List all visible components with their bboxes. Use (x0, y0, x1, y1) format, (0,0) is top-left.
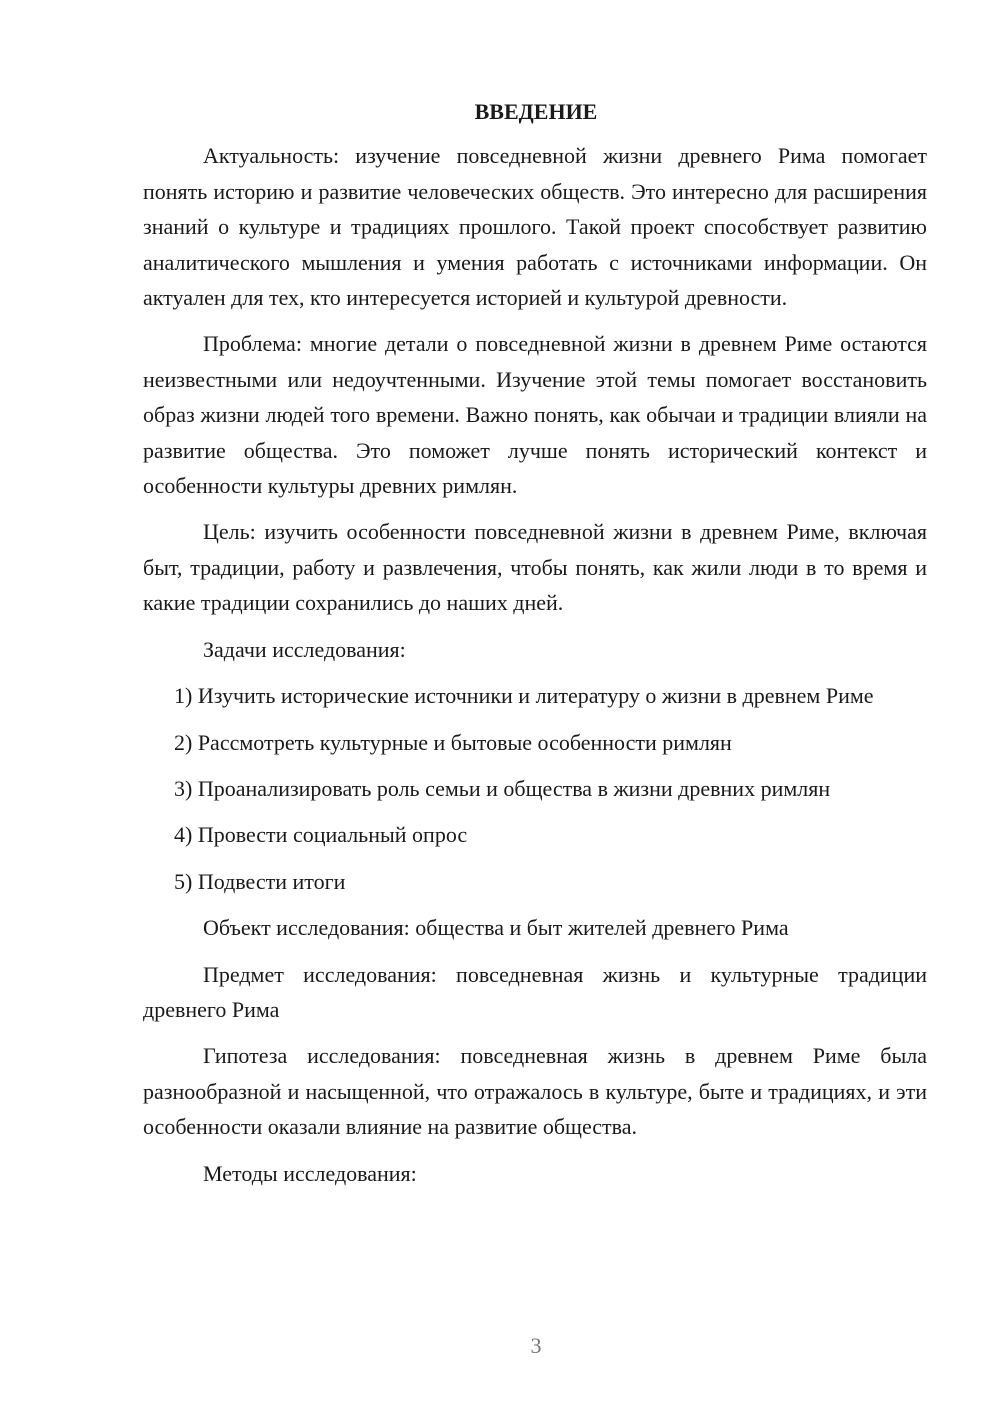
methods-heading: Методы исследования: (203, 1160, 417, 1186)
object-paragraph: Объект исследования: общества и быт жителей древнего Рима (203, 915, 789, 941)
task-item-1: 1) Изучить исторические источники и литературу о жизни в древнем Риме (174, 683, 874, 709)
task-item-3: 3) Проанализировать роль семьи и общества в жизни древних римлян (174, 775, 831, 801)
problem-paragraph: Проблема: многие детали о повседневной жизни в древнем Риме остаются неизвестными или недоучтенными. Изучение этой темы помогает восстановить образ жизни людей того времени. Важно понять, как обычаи и традиции влияли на развитие общества. Это поможет лучше понять исторический контекст и особенности культуры древних римлян. (143, 331, 927, 499)
task-item-4: 4) Провести социальный опрос (174, 822, 468, 848)
page-title: ВВЕДЕНИЕ (474, 99, 598, 124)
page-number: 3 (530, 1333, 542, 1358)
subject-paragraph: Предмет исследования: повседневная жизнь и культурные традиции древнего Рима (143, 961, 927, 1022)
goal-paragraph: Цель: изучить особенности повседневной жизни в древнем Риме, включая быт, традиции, работу и развлечения, чтобы понять, как жили люди в то время и какие традиции сохранились до наших дней. (143, 519, 927, 616)
document-page (143, 94, 927, 1202)
hypothesis-paragraph: Гипотеза исследования: повседневная жизнь в древнем Риме была разнообразной и насыщенной, что отражалось в культуре, быте и традициях, и эти особенности оказали влияние на развитие общества. (143, 1043, 927, 1140)
relevance-paragraph: Актуальность: изучение повседневной жизни древнего Рима помогает понять историю и развитие человеческих обществ. Это интересно для расширения знаний о культуре и традициях прошлого. Такой проект способствует развитию аналитического мышления и умения работать с источниками информации. Он актуален для тех, кто интересуется историей и культурой древности. (143, 143, 927, 311)
task-item-2: 2) Рассмотреть культурные и бытовые особенности римлян (174, 729, 732, 755)
tasks-heading: Задачи исследования: (203, 636, 406, 662)
task-item-5: 5) Подвести итоги (174, 868, 346, 894)
